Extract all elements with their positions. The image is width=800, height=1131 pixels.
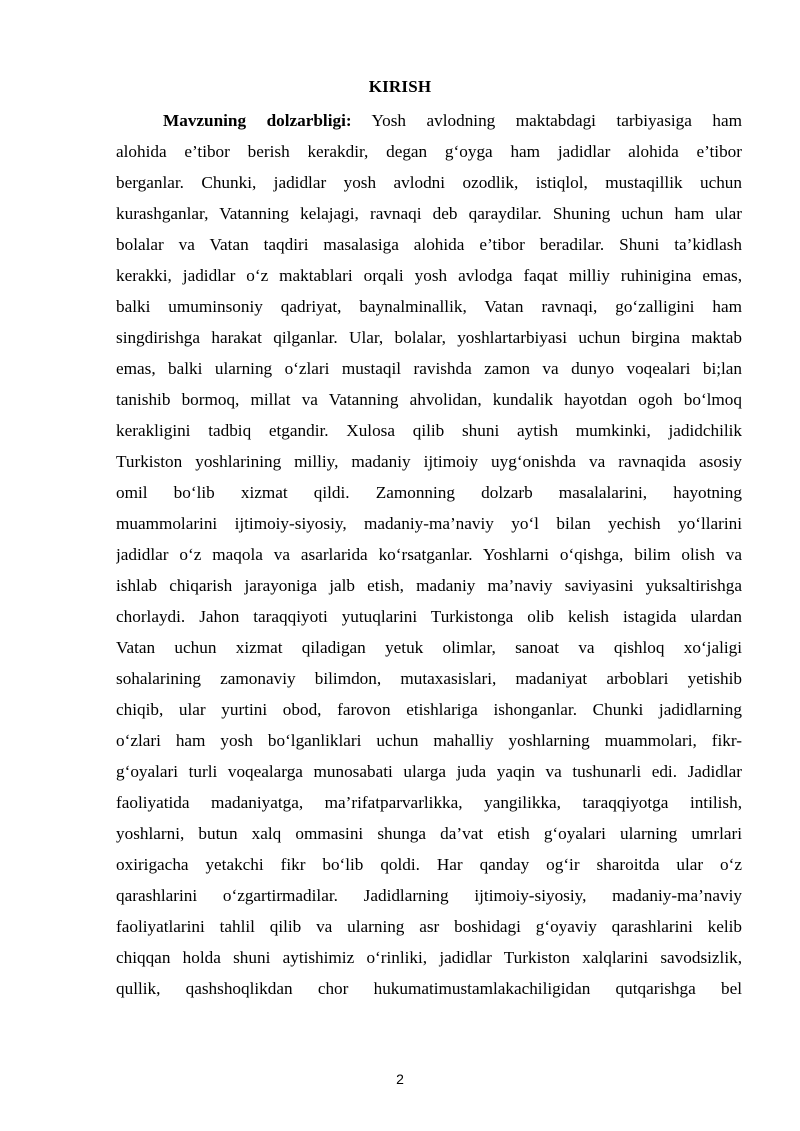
paragraph-lead: Mavzuning dolzarbligi:: [163, 111, 352, 130]
paragraph-line: omil bo‘lib xizmat qildi. Zamonning dolzarb masalalarini, hayotning: [116, 483, 742, 502]
paragraph-line: kerakki, jadidlar o‘z maktablari orqali yosh avlodga faqat milliy ruhinigina emas,: [116, 266, 742, 285]
paragraph-line: ishlab chiqarish jarayoniga jalb etish, madaniy ma’naviy saviyasini yuksaltirishga: [116, 576, 742, 595]
paragraph-line: sohalarining zamonaviy bilimdon, mutaxasislari, madaniyat arboblari yetishib: [116, 669, 742, 688]
body-paragraph: [116, 105, 742, 1004]
paragraph-line: bolalar va Vatan taqdiri masalasiga alohida e’tibor beradilar. Shuni ta’kidlash: [116, 235, 742, 254]
paragraph-line: Vatan uchun xizmat qiladigan yetuk olimlar, sanoat va qishloq xo‘jaligi: [116, 638, 742, 657]
paragraph-line: balki umuminsoniy qadriyat, baynalminallik, Vatan ravnaqi, go‘zalligini ham: [116, 297, 742, 316]
paragraph-line: chiqib, ular yurtini obod, farovon etishlariga ishonganlar. Chunki jadidlarning: [116, 700, 742, 719]
paragraph-line: qullik, qashshoqlikdan chor hukumatimustamlakachiligidan qutqarishga bel: [116, 979, 742, 998]
paragraph-line: singdirishga harakat qilganlar. Ular, bolalar, yoshlartarbiyasi uchun birgina maktab: [116, 328, 742, 347]
paragraph-line: o‘zlari ham yosh bo‘lganliklari uchun mahalliy yoshlarning muammolari, fikr-: [116, 731, 742, 750]
paragraph-line: faoliyatida madaniyatga, ma’rifatparvarlikka, yangilikka, taraqqiyotga intilish,: [116, 793, 742, 812]
paragraph-line: g‘oyalari turli voqealarga munosabati ularga juda yaqin va tushunarli edi. Jadidlar: [116, 762, 742, 781]
paragraph-line: kurashganlar, Vatanning kelajagi, ravnaqi deb qaraydilar. Shuning uchun ham ular: [116, 204, 742, 223]
paragraph-line: Turkiston yoshlarining milliy, madaniy ijtimoiy uyg‘onishda va ravnaqida asosiy: [116, 452, 742, 471]
paragraph-line: chiqqan holda shuni aytishimiz o‘rinliki, jadidlar Turkiston xalqlarini savodsizlik,: [116, 948, 742, 967]
paragraph-line: oxirigacha yetakchi fikr bo‘lib qoldi. Har qanday og‘ir sharoitda ular o‘z: [116, 855, 742, 874]
paragraph-first-line-text: Yosh avlodning maktabdagi tarbiyasiga ham: [351, 111, 742, 130]
paragraph-line: jadidlar o‘z maqola va asarlarida ko‘rsatganlar. Yoshlarni o‘qishga, bilim olish va: [116, 545, 742, 564]
paragraph-line: faoliyatlarini tahlil qilib va ularning asr boshidagi g‘oyaviy qarashlarini kelib: [116, 917, 742, 936]
paragraph-line: chorlaydi. Jahon taraqqiyoti yutuqlarini Turkistonga olib kelish istagida ulardan: [116, 607, 742, 626]
paragraph-line: alohida e’tibor berish kerakdir, degan g‘oyga ham jadidlar alohida e’tibor: [116, 142, 742, 161]
section-title: KIRISH: [368, 77, 432, 96]
paragraph-first-line: [116, 105, 742, 136]
paragraph-line: qarashlarini o‘zgartirmadilar. Jadidlarning ijtimoiy-siyosiy, madaniy-ma’naviy: [116, 886, 742, 905]
paragraph-line: kerakligini tadbiq etgandir. Xulosa qilib shuni aytish mumkinki, jadidchilik: [116, 421, 742, 440]
paragraph-line: berganlar. Chunki, jadidlar yosh avlodni ozodlik, istiqlol, mustaqillik uchun: [116, 173, 742, 192]
page-number: 2: [396, 1071, 404, 1087]
paragraph-line: tanishib bormoq, millat va Vatanning ahvolidan, kundalik hayotdan ogoh bo‘lmoq: [116, 390, 742, 409]
paragraph-line: muammolarini ijtimoiy-siyosiy, madaniy-ma’naviy yo‘l bilan yechish yo‘llarini: [116, 514, 742, 533]
paragraph-line: emas, balki ularning o‘zlari mustaqil ravishda zamon va dunyo voqealari bi;lan: [116, 359, 742, 378]
paragraph-line: yoshlarni, butun xalq ommasini shunga da’vat etish g‘oyalari ularning umrlari: [116, 824, 742, 843]
